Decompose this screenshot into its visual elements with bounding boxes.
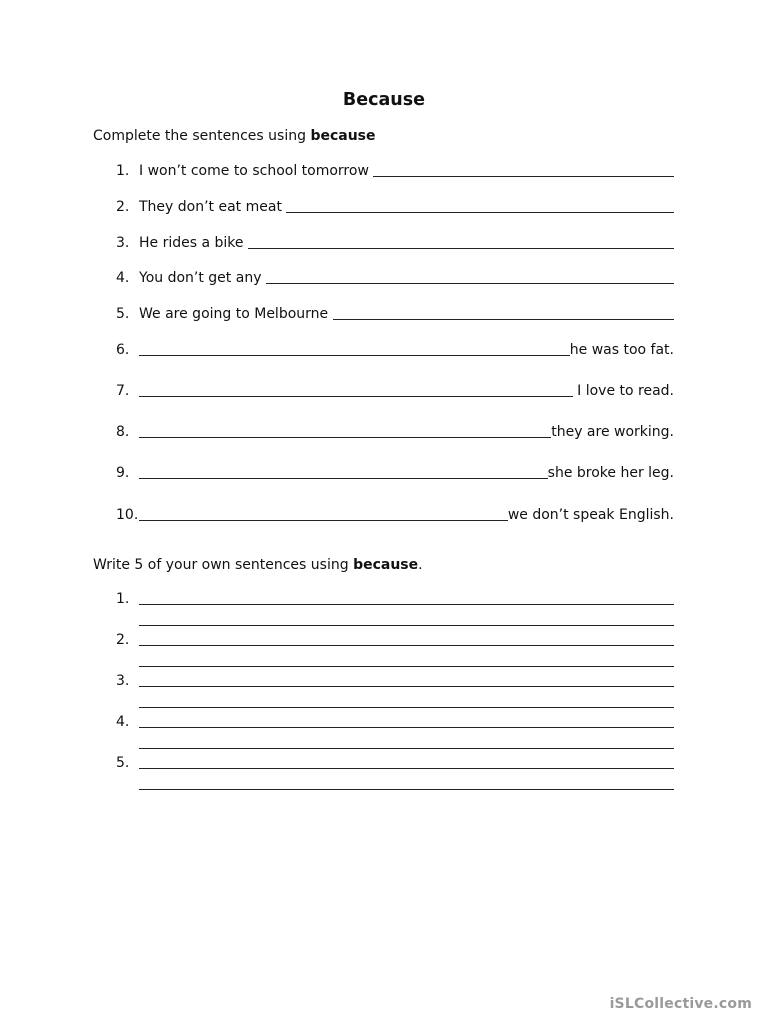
- answer-blank[interactable]: [139, 520, 508, 521]
- part1-instruction-keyword: because: [310, 128, 376, 144]
- exercise-item: [116, 337, 674, 359]
- answer-blank[interactable]: [333, 319, 674, 320]
- exercise-item: [116, 158, 674, 180]
- sentence-end: I love to read.: [572, 383, 674, 399]
- answer-blank[interactable]: [266, 283, 674, 284]
- item-number: 10.: [116, 507, 139, 523]
- own-sentence-line[interactable]: [139, 604, 674, 605]
- answer-blank[interactable]: [286, 212, 674, 213]
- sentence-start: They don’t eat meat: [139, 199, 287, 215]
- own-sentence-line[interactable]: [139, 789, 674, 790]
- part2-instruction-text: Write 5 of your own sentences using: [93, 557, 354, 573]
- sentence-end: we don’t speak English.: [507, 507, 674, 523]
- part2-instruction: [93, 555, 423, 575]
- answer-blank[interactable]: [139, 355, 570, 356]
- own-sentence-line[interactable]: [139, 666, 674, 667]
- site-watermark: iSLCollective.com: [609, 996, 752, 1012]
- item-number: 9.: [116, 465, 130, 481]
- exercise-item: [116, 265, 674, 287]
- own-sentence-number: 1.: [116, 591, 130, 607]
- part2-instruction-period: .: [418, 557, 423, 573]
- item-number: 1.: [116, 163, 130, 179]
- own-sentence-line[interactable]: [139, 707, 674, 708]
- exercise-item: [116, 378, 674, 400]
- sentence-end: she broke her leg.: [547, 465, 674, 481]
- sentence-start: I won’t come to school tomorrow: [139, 163, 374, 179]
- own-sentence-number: 4.: [116, 714, 130, 730]
- exercise-item: [116, 194, 674, 216]
- item-number: 5.: [116, 306, 130, 322]
- answer-blank[interactable]: [373, 176, 674, 177]
- part1-instruction-text: Complete the sentences using: [93, 128, 311, 144]
- own-sentence-number: 3.: [116, 673, 130, 689]
- own-sentence-line[interactable]: [139, 686, 674, 687]
- part1-instruction: [93, 126, 376, 146]
- own-sentence-line[interactable]: [139, 768, 674, 769]
- answer-blank[interactable]: [139, 437, 551, 438]
- own-sentence-line[interactable]: [139, 748, 674, 749]
- own-sentence-number: 5.: [116, 755, 130, 771]
- own-sentence-line[interactable]: [139, 727, 674, 728]
- sentence-end: he was too fat.: [569, 342, 674, 358]
- item-number: 6.: [116, 342, 130, 358]
- sentence-end: they are working.: [551, 424, 674, 440]
- answer-blank[interactable]: [248, 248, 674, 249]
- own-sentence-line[interactable]: [139, 625, 674, 626]
- item-number: 2.: [116, 199, 130, 215]
- sentence-start: He rides a bike: [139, 235, 248, 251]
- exercise-item: [116, 460, 674, 482]
- item-number: 4.: [116, 270, 130, 286]
- answer-blank[interactable]: [139, 396, 573, 397]
- item-number: 7.: [116, 383, 130, 399]
- exercise-item: [116, 230, 674, 252]
- exercise-item: [116, 301, 674, 323]
- sentence-start: You don’t get any: [139, 270, 266, 286]
- item-number: 8.: [116, 424, 130, 440]
- own-sentence-number: 2.: [116, 632, 130, 648]
- answer-blank[interactable]: [139, 478, 548, 479]
- item-number: 3.: [116, 235, 130, 251]
- worksheet-title: Because: [342, 90, 426, 110]
- sentence-start: We are going to Melbourne: [139, 306, 333, 322]
- own-sentence-line[interactable]: [139, 645, 674, 646]
- exercise-item: [116, 502, 674, 524]
- part2-instruction-keyword: because: [353, 557, 419, 573]
- exercise-item: [116, 419, 674, 441]
